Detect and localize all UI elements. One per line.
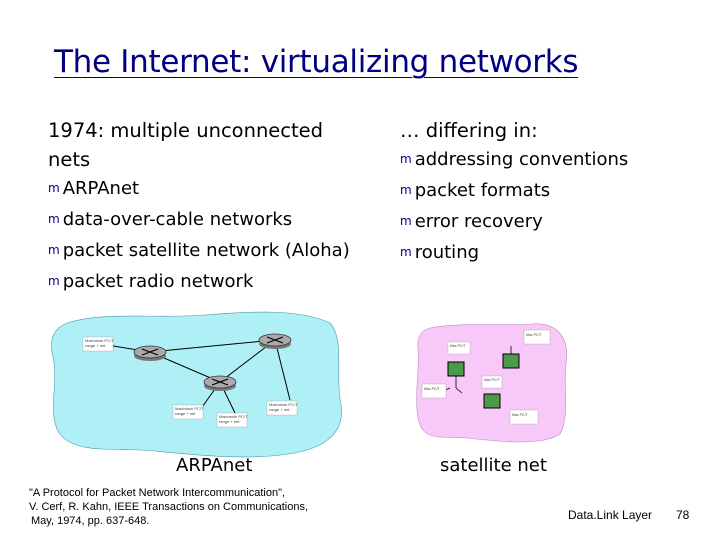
right-bullet: m addressing conventions (400, 149, 629, 170)
router-icon (134, 346, 166, 361)
right-bullet: m error recovery (400, 211, 543, 232)
left-column (48, 116, 388, 298)
page-number: 78 (676, 508, 690, 522)
bullet-icon: m (400, 245, 412, 259)
left-bullet: m data-over-cable networks (48, 209, 293, 230)
bullet-icon: m (400, 183, 412, 197)
bullet-icon: m (48, 243, 60, 257)
svg-text:Macintosh PC/T: Macintosh PC/T (269, 402, 298, 407)
host-icon (422, 384, 446, 398)
host-icon (524, 330, 550, 344)
right-column (400, 116, 700, 269)
satellite-caption: satellite net (440, 455, 547, 476)
svg-text:Mac PC/T: Mac PC/T (526, 333, 542, 337)
left-bullet: m ARPAnet (48, 178, 140, 199)
left-bullet: m packet satellite network (Aloha) (48, 240, 350, 261)
satellite-station-icon (503, 354, 519, 368)
svg-text:Macintosh PC/T: Macintosh PC/T (175, 406, 204, 411)
page-title: The Internet: virtualizing networks (54, 44, 579, 80)
satellite-station-icon (484, 394, 500, 408)
svg-text:Mac PC/T: Mac PC/T (424, 387, 440, 391)
svg-text:range + net: range + net (175, 411, 196, 416)
left-intro-line1: 1974: multiple unconnected (48, 119, 324, 142)
right-intro: … differing in: (400, 119, 538, 142)
arpanet-caption: ARPAnet (176, 455, 253, 476)
reference-line: "A Protocol for Packet Network Intercommunication", (29, 487, 286, 499)
host-icon (173, 405, 204, 419)
host-icon (83, 337, 114, 351)
reference-line: V. Cerf, R. Kahn, IEEE Transactions on Communications, (29, 501, 309, 513)
svg-text:range + net: range + net (219, 419, 240, 424)
right-bullet: m packet formats (400, 180, 551, 201)
footer-chapter: Data.Link Layer (568, 508, 653, 522)
reference-citation (29, 486, 369, 528)
host-icon (217, 413, 248, 427)
router-icon (259, 334, 291, 349)
arpanet-diagram (45, 305, 345, 460)
host-icon (448, 342, 470, 354)
reference-line: May, 1974, pp. 637-648. (31, 515, 150, 527)
svg-text:range + net: range + net (85, 343, 106, 348)
router-icon (204, 376, 236, 391)
svg-text:range + net: range + net (269, 407, 290, 412)
right-bullet: m routing (400, 242, 480, 263)
svg-text:Mac PC/T: Mac PC/T (512, 413, 528, 417)
bullet-icon: m (400, 152, 412, 166)
svg-text:Mac PC/T: Mac PC/T (450, 344, 466, 348)
host-icon (482, 376, 502, 388)
satellite-station-icon (448, 362, 464, 376)
left-bullet: m packet radio network (48, 271, 254, 292)
svg-text:Macintosh PC/T: Macintosh PC/T (85, 338, 114, 343)
bullet-icon: m (48, 181, 60, 195)
bullet-icon: m (48, 212, 60, 226)
bullet-icon: m (400, 214, 412, 228)
satellite-diagram (412, 318, 572, 448)
arpanet-cloud (52, 312, 342, 457)
host-icon (510, 410, 538, 424)
left-intro-line2: nets (48, 148, 91, 171)
svg-text:Macintosh PC/T: Macintosh PC/T (219, 414, 248, 419)
svg-text:Mac PC/T: Mac PC/T (484, 378, 500, 382)
host-icon (267, 401, 298, 415)
bullet-icon: m (48, 274, 60, 288)
